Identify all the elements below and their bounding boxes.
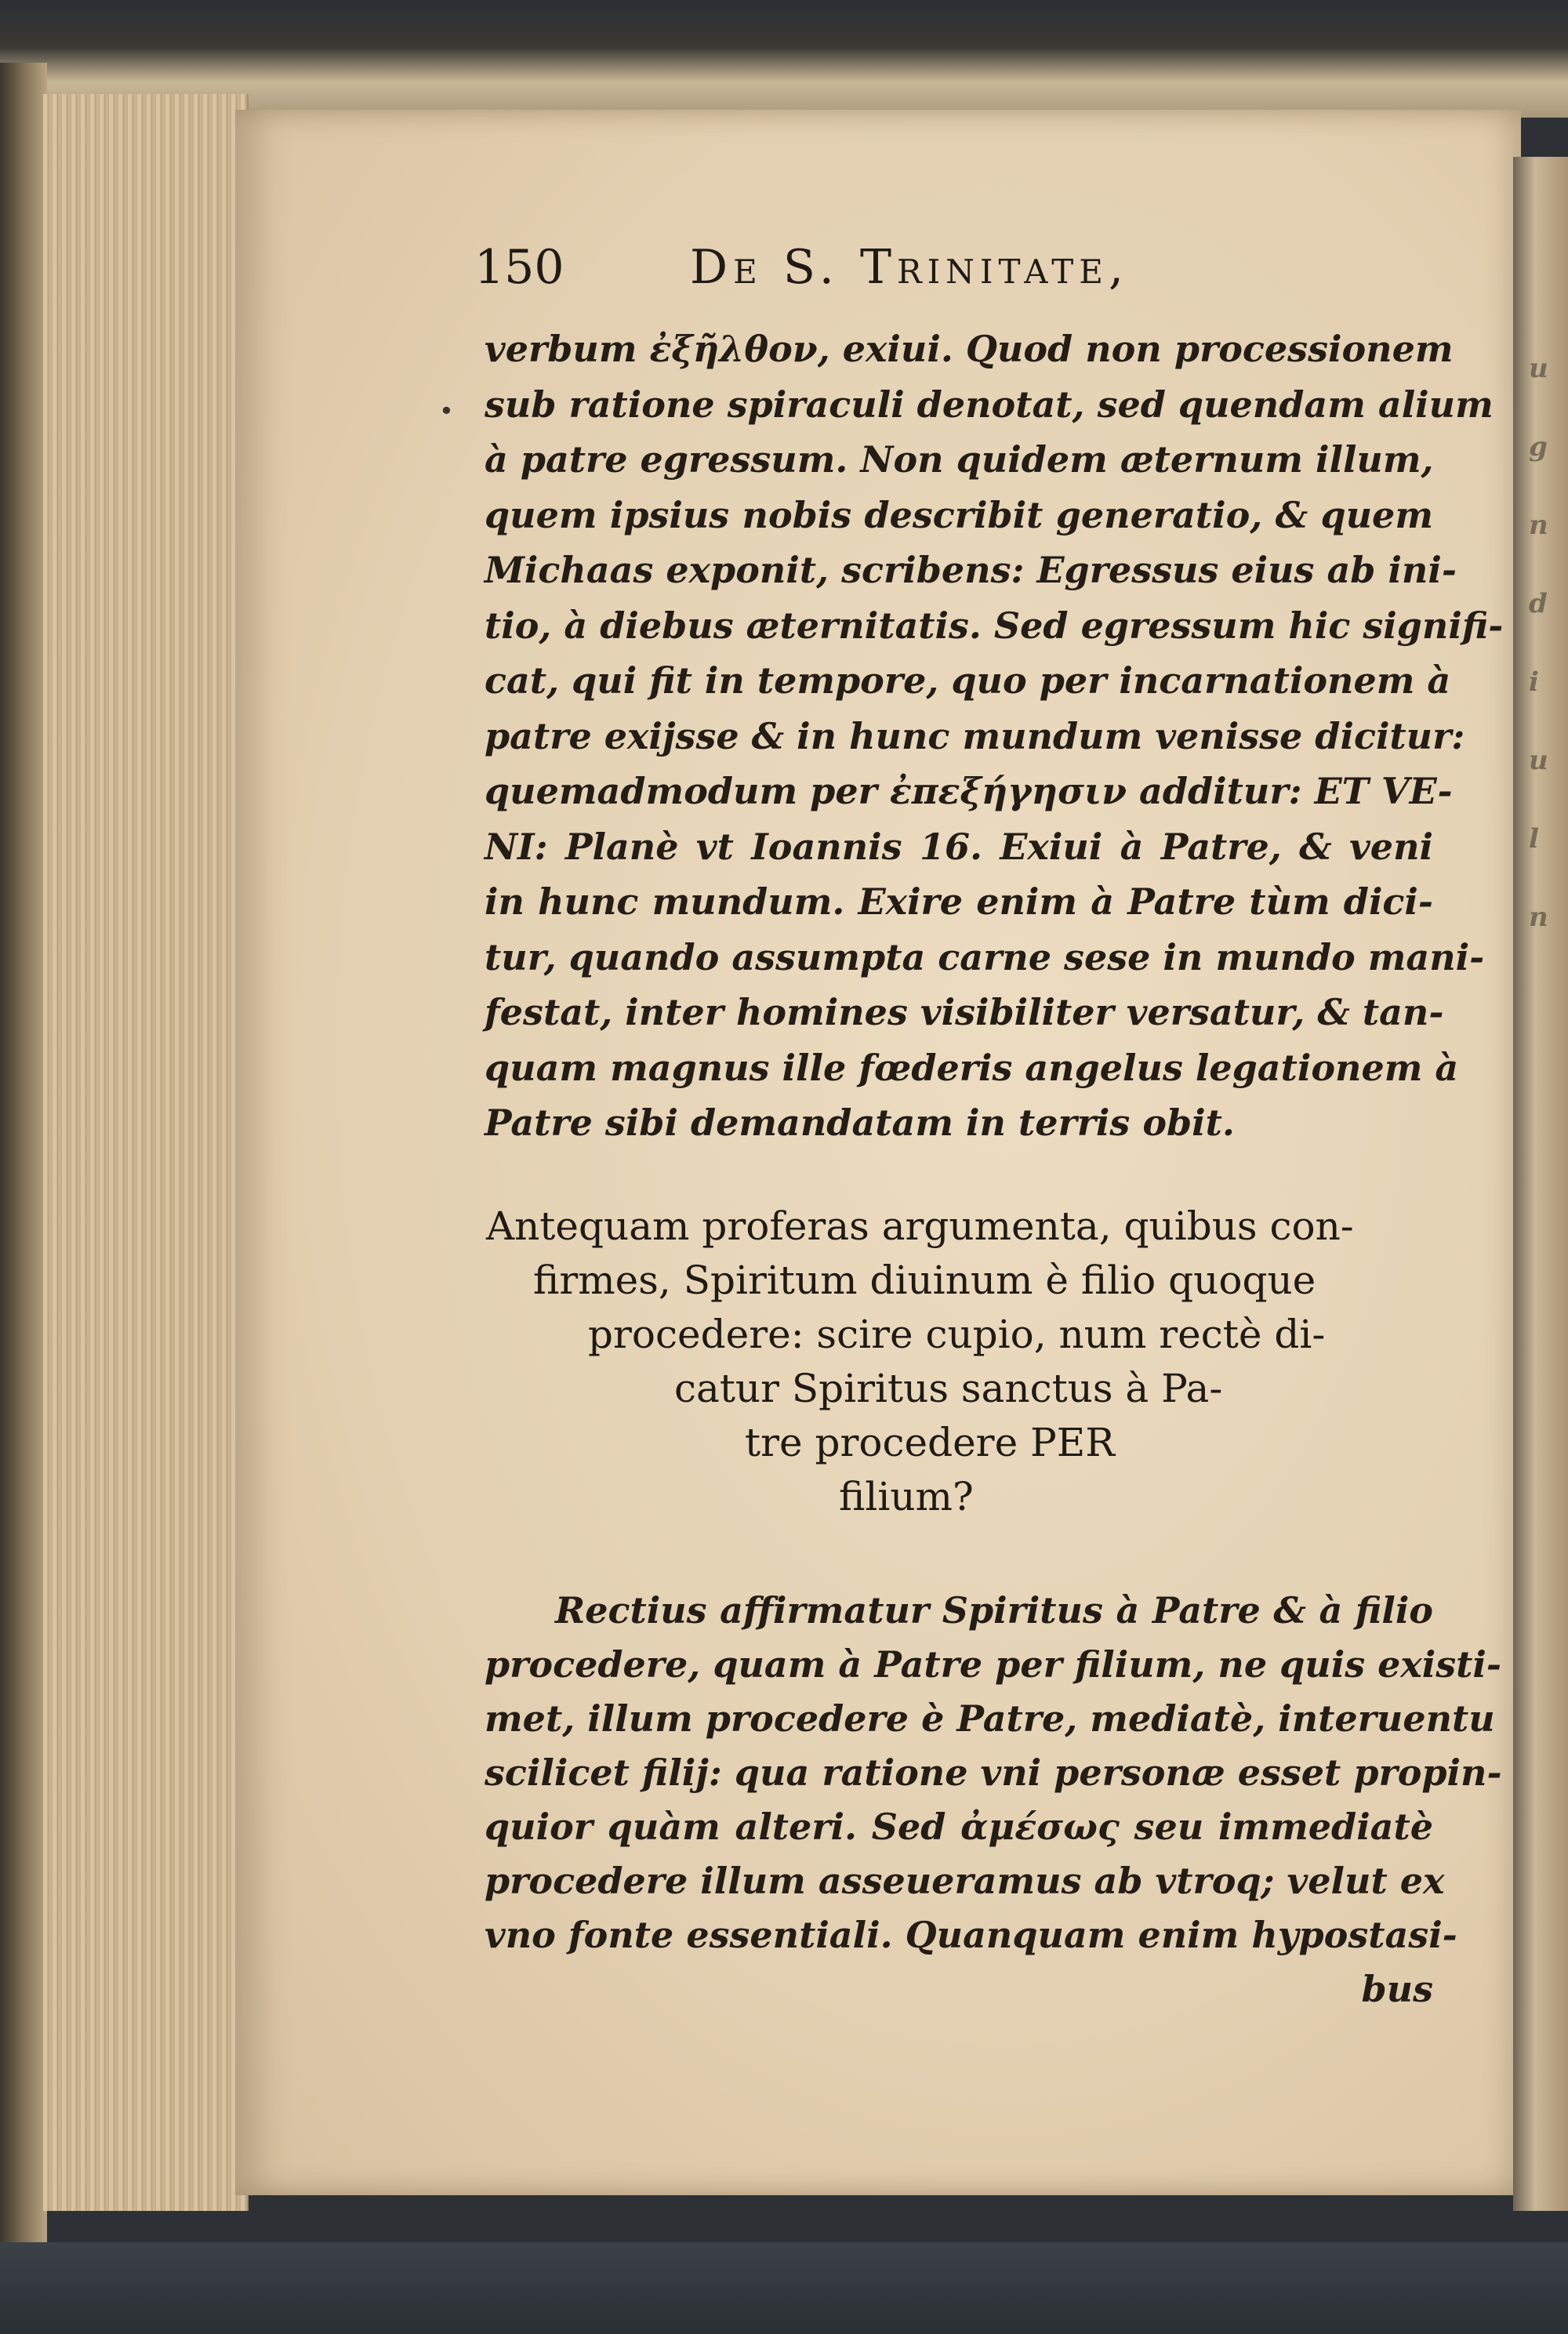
question-line: Antequam proferas argumenta, quibus con- (486, 1203, 1354, 1249)
left-binding (0, 63, 47, 2281)
question-paragraph (486, 1200, 1435, 1524)
answer-line: quior quàm alteri. Sed ἀμέσως seu immediatè (485, 1806, 1433, 1848)
question-line: tre procedere PER (745, 1420, 1115, 1465)
text-line: in hunc mundum. Exire enim à Patre tùm dici- (485, 880, 1433, 923)
fragment: g (1529, 431, 1548, 463)
bottom-binding (0, 2242, 1568, 2334)
text-line: à patre egressum. Non quidem æternum illum, (485, 438, 1434, 481)
fragment: d (1529, 588, 1548, 619)
question-line: filium? (839, 1474, 974, 1519)
answer-line: procedere illum asseueramus ab vtroq; velut ex (485, 1860, 1445, 1902)
text-line: tio, à diebus æternitatis. Sed egressum hic signifi- (485, 604, 1504, 647)
fragment: u (1529, 353, 1548, 384)
fragment: i (1529, 666, 1539, 698)
text-line: NI: Planè vt Ioannis 16. Exiui à Patre, & veni (485, 825, 1433, 868)
fragment: l (1529, 823, 1539, 855)
question-line: catur Spiritus sanctus à Pa- (674, 1366, 1223, 1411)
answer-line: met, illum procedere è Patre, mediatè, interuentu (485, 1697, 1495, 1740)
question-line: procedere: scire cupio, num rectè di- (588, 1312, 1326, 1357)
text-line: cat, qui fit in tempore, quo per incarnationem à (485, 659, 1451, 702)
text-line: quem ipsius nobis describit generatio, & quem (485, 493, 1433, 536)
fragment: n (1529, 902, 1548, 933)
answer-line: scilicet filij: qua ratione vni personæ esset propin- (485, 1751, 1502, 1794)
facing-page-fragments (1529, 329, 1568, 956)
text-line: festat, inter homines visibiliter versatur, & tan- (485, 991, 1444, 1033)
text-line: quemadmodum per ἐπεξήγησιν additur: ET VE- (485, 770, 1453, 812)
answer-line: vno fonte essentiali. Quanquam enim hypostasi- (485, 1914, 1457, 1956)
page-number: 150 (474, 240, 564, 295)
margin-mark: • (439, 396, 454, 426)
text-line: Patre sibi demandatam in terris obit. (485, 1102, 1235, 1144)
text-line: tur, quando assumpta carne sese in mundo mani- (485, 935, 1485, 978)
answer-line: Rectius affirmatur Spiritus à Patre & à filio (555, 1589, 1433, 1632)
text-line: Michaas exponit, scribens: Egressus eius ab ini- (485, 549, 1457, 591)
fragment: u (1529, 745, 1548, 776)
running-head: De S. Trinitate, (690, 240, 1130, 295)
catchword: bus (1361, 1968, 1433, 2010)
text-line: verbum ἐξῆλθον, exiui. Quod non processionem (485, 328, 1454, 370)
page-edges (43, 94, 249, 2211)
italic-paragraph (485, 321, 1504, 1151)
text-line: quam magnus ille fœderis angelus legationem à (485, 1046, 1459, 1089)
question-line: firmes, Spiritum diuinum è filio quoque (533, 1258, 1316, 1303)
answer-paragraph (485, 1584, 1502, 2016)
text-line: patre exijsse & in hunc mundum venisse dicitur: (485, 714, 1465, 757)
fragment: n (1529, 510, 1548, 541)
text-line: sub ratione spiraculi denotat, sed quendam alium (485, 383, 1494, 426)
answer-line: procedere, quam à Patre per filium, ne quis existi- (485, 1643, 1501, 1686)
